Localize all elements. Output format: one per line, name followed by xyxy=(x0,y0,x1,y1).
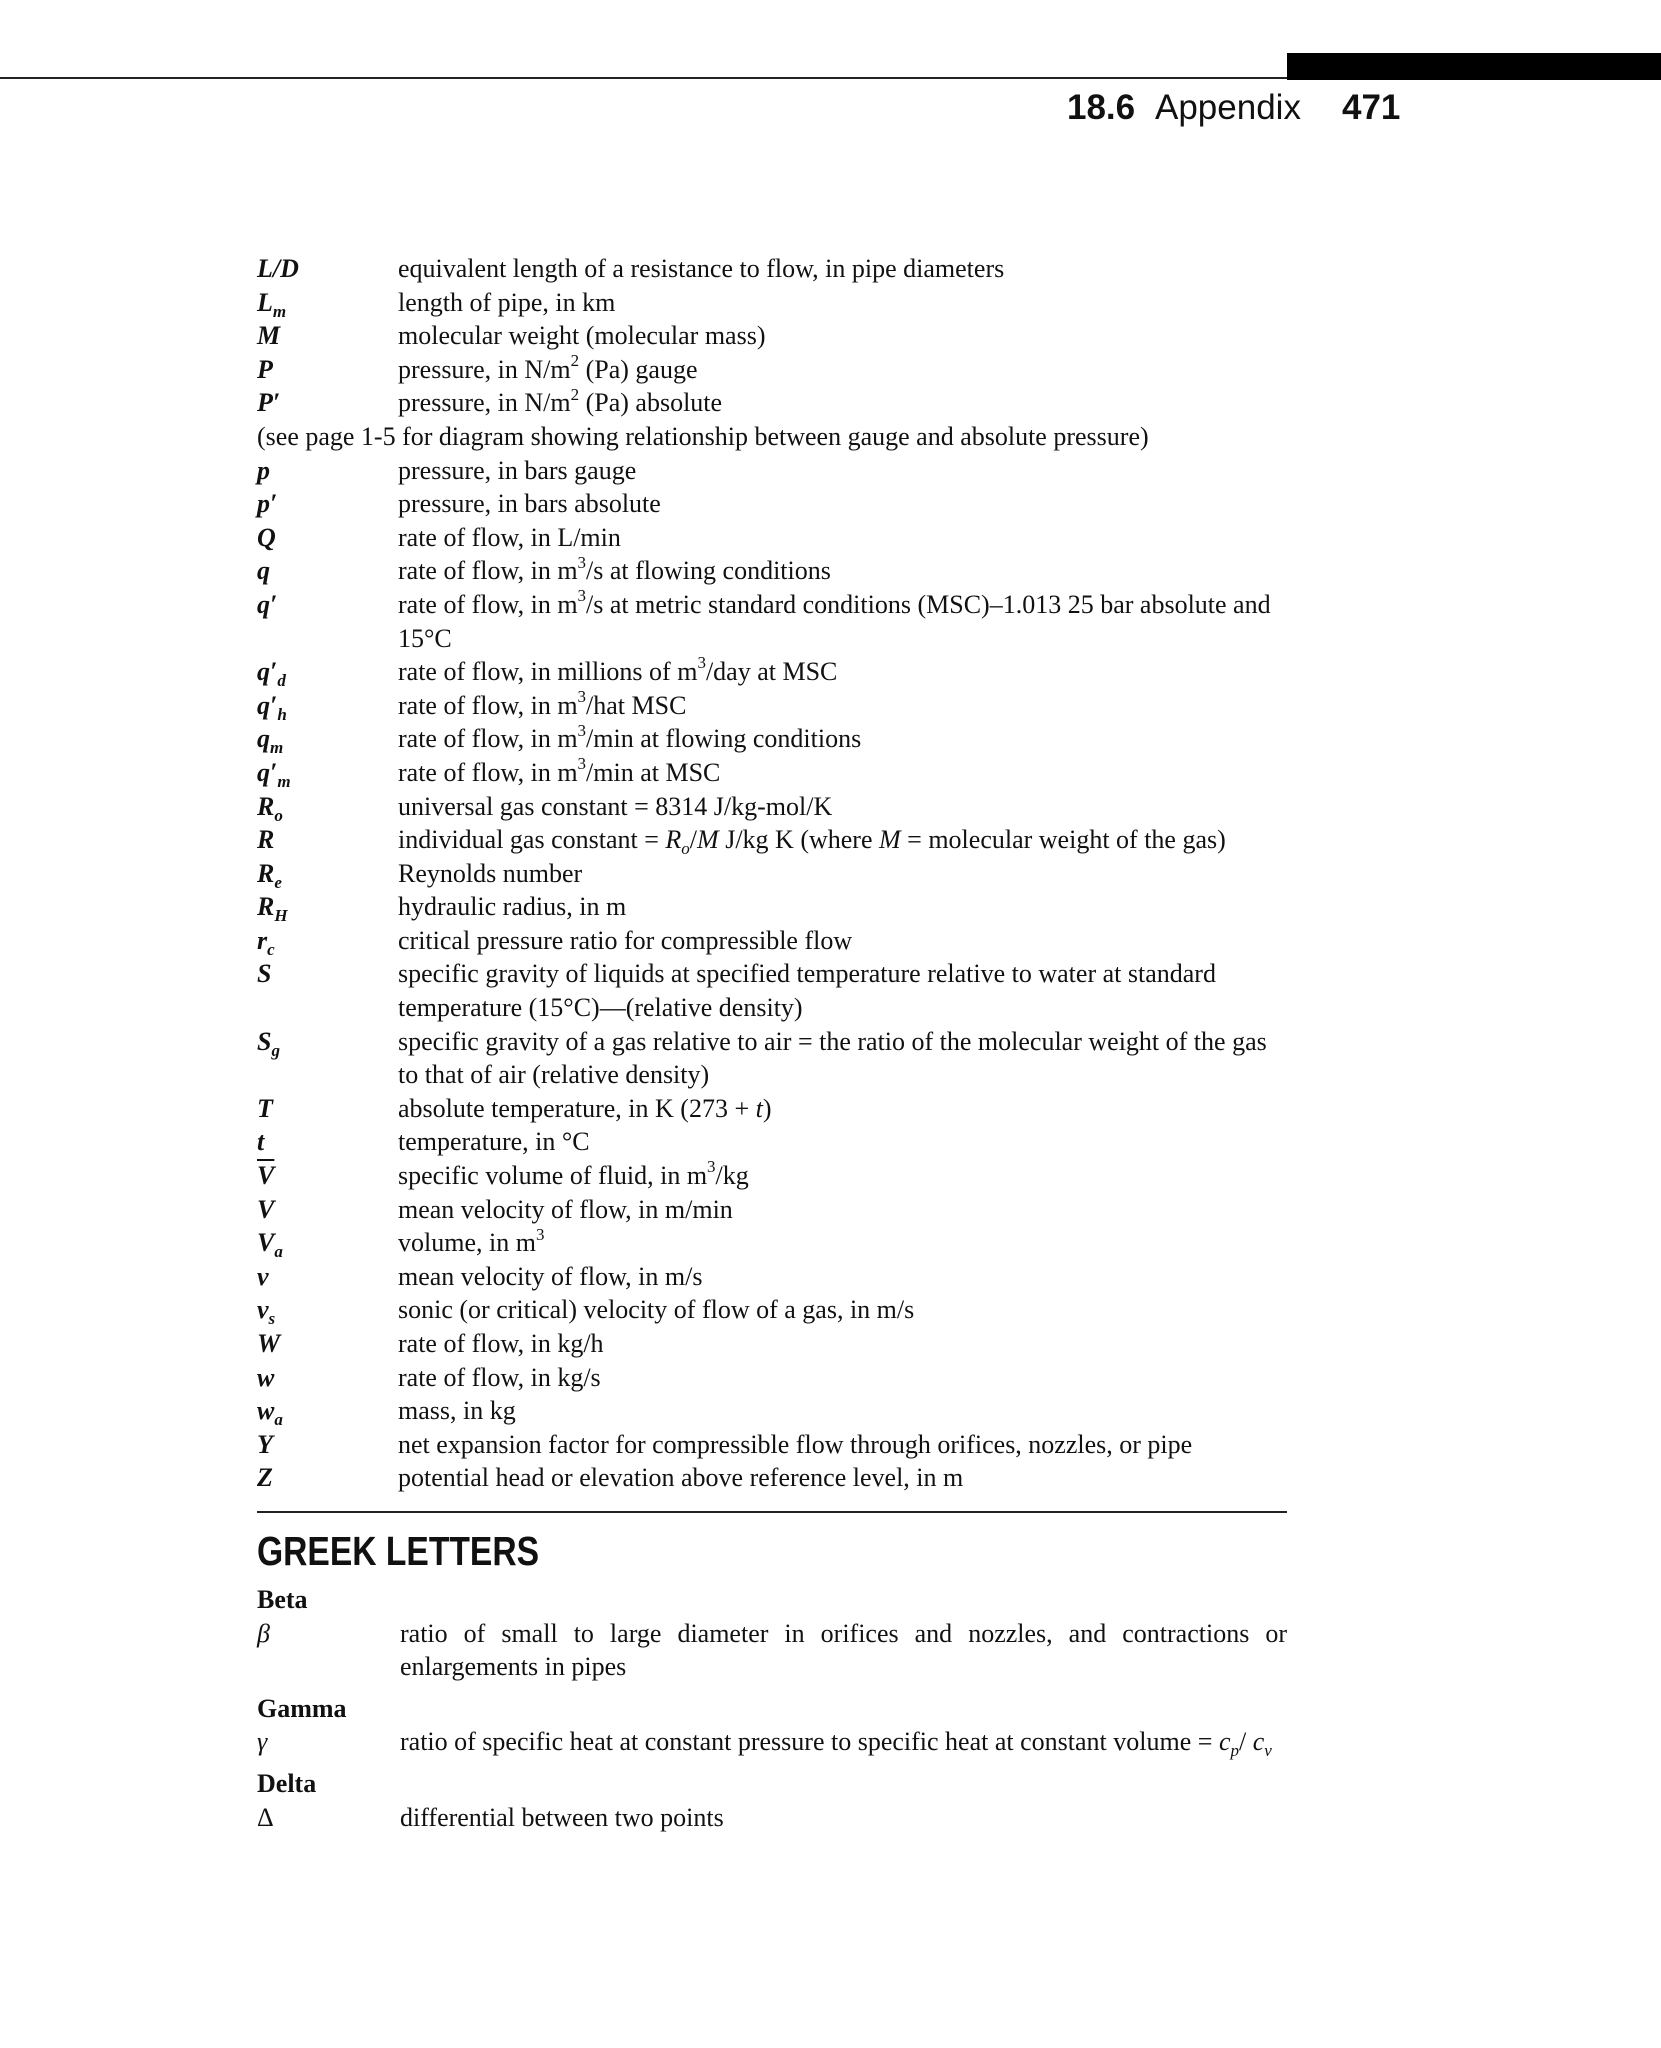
definition: rate of flow, in kg/h xyxy=(398,1329,604,1358)
symbol-entry xyxy=(257,588,1287,655)
symbol: Z xyxy=(257,1463,273,1493)
definition: specific volume of fluid, in $m^3/kg$ xyxy=(398,1157,749,1191)
greek-letter-name: Beta xyxy=(257,1584,308,1614)
symbol-entry xyxy=(257,689,1287,723)
symbol-entry xyxy=(257,487,1287,521)
symbol: v xyxy=(257,1261,269,1291)
definition: pressure, in $N/m^2$ (Pa) absolute xyxy=(398,384,723,418)
greek-letter-name: Delta xyxy=(257,1768,317,1798)
symbol-entry xyxy=(257,1617,1287,1684)
symbol: R xyxy=(257,825,275,855)
definition: rate of flow, in L/min xyxy=(398,522,621,552)
definition: potential head or elevation above reference level, in m xyxy=(398,1463,964,1493)
symbol-entry xyxy=(257,1025,1287,1092)
greek-letters-heading: GREEK LETTERS xyxy=(257,1527,540,1574)
symbol-entry xyxy=(257,1725,1287,1759)
symbol-entry xyxy=(257,1801,1287,1835)
symbol: γ xyxy=(257,1727,268,1757)
definition: length of pipe, in km xyxy=(398,287,616,317)
symbol-entry xyxy=(257,957,1287,1024)
symbol-entry xyxy=(257,1193,1287,1227)
header-bar xyxy=(1287,53,1661,80)
symbol-entry xyxy=(257,1260,1287,1294)
definition: mean velocity of flow, in m/s xyxy=(398,1261,703,1291)
page-number: 471 xyxy=(1342,88,1401,127)
symbol-entry xyxy=(257,1394,1287,1428)
symbol-entry xyxy=(257,857,1287,891)
definition: rate of flow, in kg/s xyxy=(398,1362,601,1392)
definition: hydraulic radius, in m xyxy=(398,892,627,922)
symbol: $\overline{V}$ xyxy=(257,1161,275,1191)
symbol-entry xyxy=(257,655,1287,689)
symbol: S xyxy=(257,959,272,989)
symbol: w xyxy=(257,1362,275,1392)
symbol: $R_H$ xyxy=(257,892,288,926)
section-divider xyxy=(257,1511,1287,1513)
definition: critical pressure ratio for compressible flow xyxy=(398,925,853,955)
symbol-entry xyxy=(257,823,1287,857)
symbol: $r_c$ xyxy=(257,925,275,960)
symbol: $R_e$ xyxy=(257,858,282,892)
symbol-entry xyxy=(257,1226,1287,1260)
definition: rate of flow, in $m^3/s$ at flowing conditions xyxy=(398,552,831,586)
symbol: Δ xyxy=(257,1802,274,1832)
greek-group-beta xyxy=(257,1583,1287,1684)
symbol: p xyxy=(257,455,270,485)
symbol: $R_o$ xyxy=(257,791,283,825)
symbol: $V_a$ xyxy=(257,1228,283,1262)
definition: absolute temperature, in K (273 + t) xyxy=(398,1093,772,1123)
section-number: 18.6 xyxy=(1067,88,1136,127)
symbol: V xyxy=(257,1194,275,1224)
definition: mean velocity of flow, in m/min xyxy=(398,1194,733,1224)
symbol-entry xyxy=(257,756,1287,790)
definition: sonic (or critical) velocity of flow of a gas, in m/s xyxy=(398,1295,915,1325)
symbol: Y xyxy=(257,1429,273,1459)
symbol-entry xyxy=(257,319,1287,353)
symbol: $w_a$ xyxy=(257,1396,283,1430)
symbol: P′ xyxy=(257,388,281,418)
definition: pressure, in bars gauge xyxy=(398,455,637,485)
symbol: M xyxy=(257,321,281,351)
definition: specific gravity of a gas relative to air = the ratio of the molecular weight of the gas to that of air (relative density) xyxy=(398,1026,1267,1090)
definition: rate of flow, in $m^3/\min$ at MSC xyxy=(398,754,721,787)
symbol-entry xyxy=(257,1327,1287,1361)
definition: pressure, in bars absolute xyxy=(398,489,661,519)
symbol: W xyxy=(257,1329,281,1358)
symbol-entry xyxy=(257,890,1287,924)
symbol-entry xyxy=(257,1428,1287,1462)
symbol: Q xyxy=(257,522,276,552)
definition: ratio of small to large diameter in orifices and nozzles, and contractions or enlargements in pipes xyxy=(400,1618,1287,1682)
definition: ratio of specific heat at constant pressure to specific heat at constant volume = $c_p/$ $c_v$ xyxy=(400,1727,1272,1761)
symbol-entry xyxy=(257,790,1287,824)
symbol: $q'_h$ xyxy=(257,690,287,724)
symbol: $S_g$ xyxy=(257,1026,280,1060)
definition: net expansion factor for compressible flow through orifices, nozzles, or pipe xyxy=(398,1429,1193,1459)
symbol-entry xyxy=(257,286,1287,320)
symbol: T xyxy=(257,1093,273,1123)
greek-letter-name: Gamma xyxy=(257,1693,347,1723)
definition: rate of flow, in $m^3$/hat MSC xyxy=(398,687,687,720)
symbol: $q'_d$ xyxy=(257,657,286,691)
definition: temperature, in °C xyxy=(398,1127,590,1157)
pressure-note: (see page 1-5 for diagram showing relationship between gauge and absolute pressure) xyxy=(257,421,1149,451)
definition: equivalent length of a resistance to flow, in pipe diameters xyxy=(398,254,1005,283)
symbol: $v_s$ xyxy=(257,1295,276,1329)
symbol-entry xyxy=(257,1461,1287,1495)
definition: rate of flow, in $m^3/\min$ at flowing conditions xyxy=(398,720,862,754)
nomenclature-list xyxy=(257,252,1287,1834)
symbol-entry xyxy=(257,252,1287,286)
symbol-entry xyxy=(257,1361,1287,1395)
symbol-entry xyxy=(257,353,1287,387)
running-head xyxy=(1000,88,1403,136)
symbol: t xyxy=(257,1127,265,1157)
greek-group-delta xyxy=(257,1767,1287,1834)
section-title: Appendix xyxy=(1155,88,1301,127)
symbol-entry xyxy=(257,722,1287,756)
symbol-entry xyxy=(257,1159,1287,1193)
symbol: P xyxy=(257,354,273,384)
symbol: L/D xyxy=(257,254,299,283)
symbol: q xyxy=(257,556,270,586)
symbol-entry xyxy=(257,386,1287,420)
symbol-entry xyxy=(257,554,1287,588)
symbol-entry xyxy=(257,1092,1287,1126)
symbol-entry xyxy=(257,521,1287,555)
symbol: β xyxy=(257,1618,270,1648)
symbol: $L_m$ xyxy=(257,287,287,321)
definition: pressure, in $N/m^2$ (Pa) gauge xyxy=(398,351,698,384)
definition: universal gas constant = 8314 J/kg-mol/K xyxy=(398,791,833,821)
symbol: $q'_m$ xyxy=(257,757,291,792)
definition: individual gas constant = $R_o/M$ J/kg K (where M = molecular weight of the gas) xyxy=(398,825,1226,859)
definition: volume, in $m^3$ xyxy=(398,1224,545,1258)
definition: molecular weight (molecular mass) xyxy=(398,321,766,351)
symbol: q′ xyxy=(257,589,278,619)
symbol-entry xyxy=(257,454,1287,488)
symbol-entry xyxy=(257,1125,1287,1159)
greek-group-gamma xyxy=(257,1692,1287,1759)
definition: differential between two points xyxy=(400,1802,724,1832)
symbol: $q_m$ xyxy=(257,724,284,758)
definition: Reynolds number xyxy=(398,858,583,888)
definition: rate of flow, in millions of $m^3$/day at MSC xyxy=(398,653,838,687)
symbol-entry xyxy=(257,924,1287,958)
symbol: p′ xyxy=(257,489,278,519)
definition: specific gravity of liquids at specified temperature relative to water at standard temperature (15°C)—(relative density) xyxy=(398,959,1216,1023)
definition: rate of flow, in $m^3/s$ at metric standard conditions (MSC)–1.013 25 bar absolute and 15°C xyxy=(398,586,1271,653)
definition: mass, in kg xyxy=(398,1396,516,1426)
symbol-entry xyxy=(257,1293,1287,1327)
